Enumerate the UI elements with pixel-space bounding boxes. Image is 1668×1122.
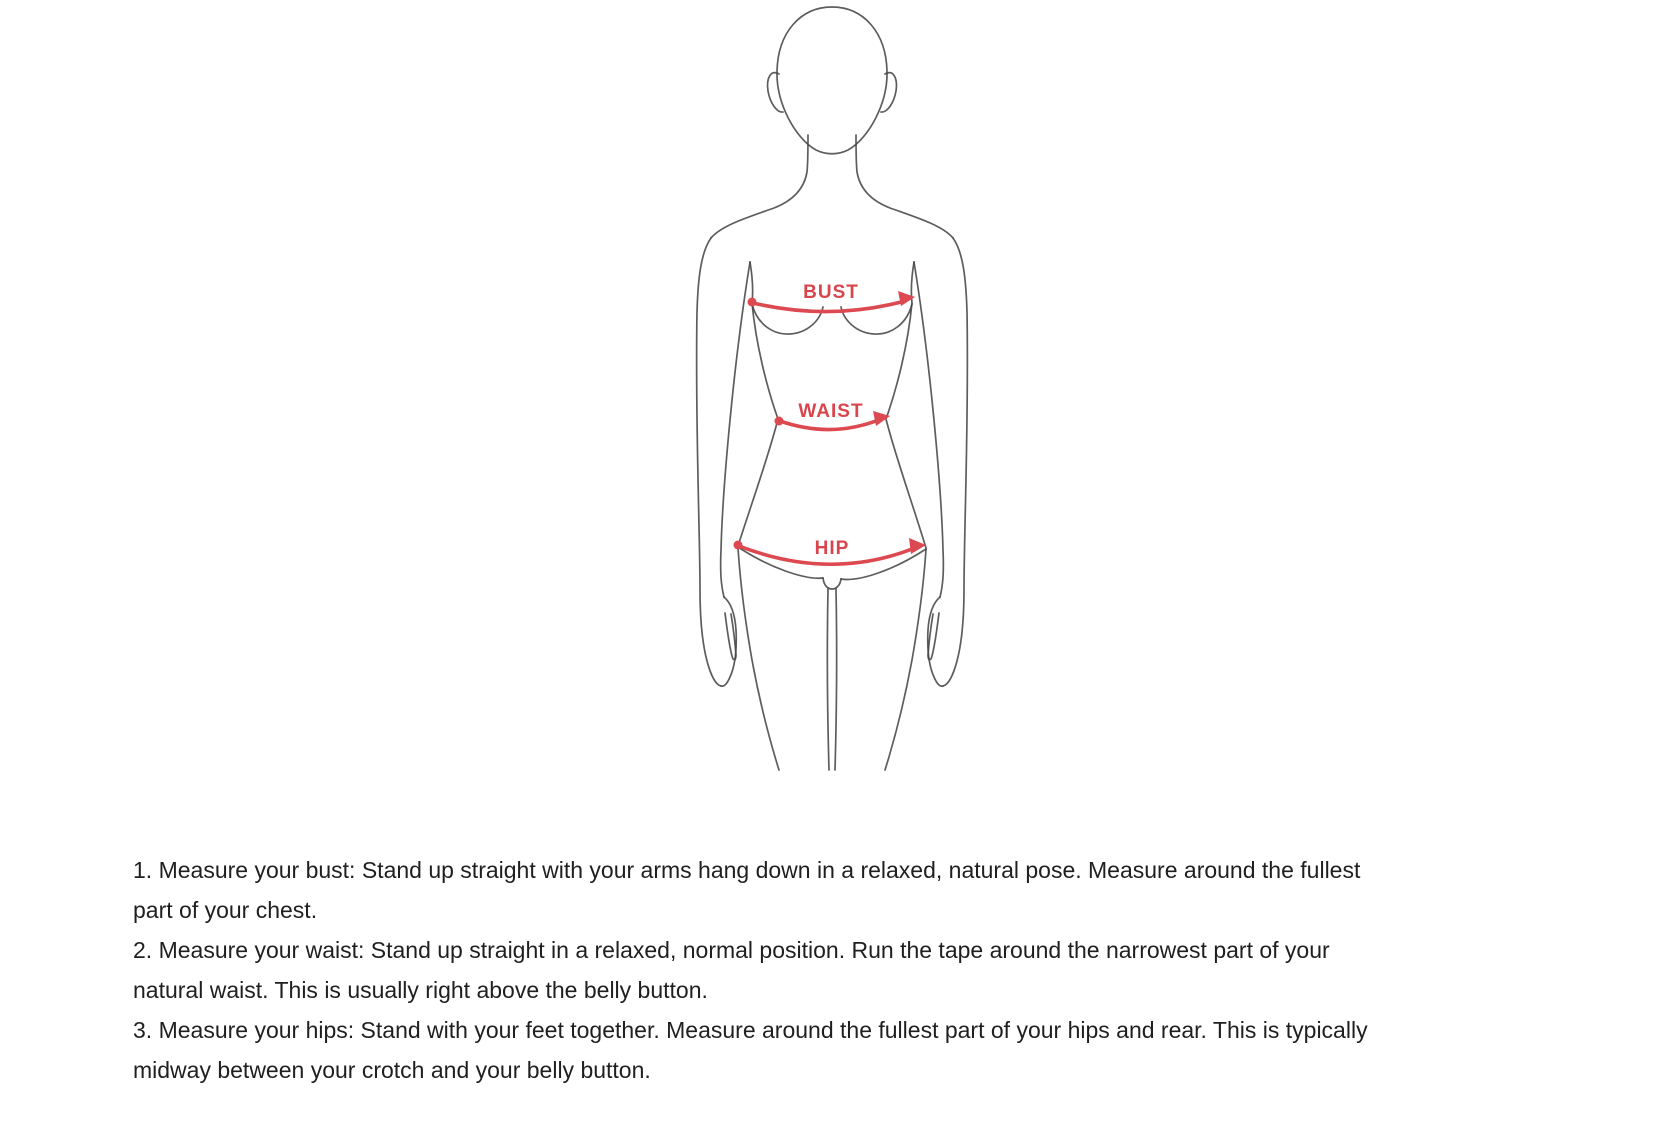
body-outline [697, 7, 968, 770]
figure-right-arm-outer [943, 238, 967, 686]
figure-right-leg-outer [885, 549, 926, 770]
figure-left-neck-shoulder [711, 135, 808, 238]
instruction-line: midway between your crotch and your belly button. [133, 1057, 651, 1083]
figure-right-neck-shoulder [856, 135, 953, 238]
instruction-line: part of your chest. [133, 897, 318, 923]
bust-label: BUST [803, 282, 859, 303]
figure-crotch [823, 578, 841, 589]
instruction-line: natural waist. This is usually right above the belly button. [133, 977, 708, 1003]
instruction-line: 2. Measure your waist: Stand up straight in a relaxed, normal position. Run the tape around the narrowest part of your [133, 937, 1330, 963]
figure-right-leg-inner [835, 589, 837, 770]
figure-left-leg-inner [827, 589, 829, 770]
measuring-instructions [133, 850, 1553, 1090]
figure-left-arm-outer [697, 238, 721, 686]
instruction-line: 1. Measure your bust: Stand up straight with your arms hang down in a relaxed, natural pose. Measure around the fullest [133, 857, 1361, 883]
figure-left-ear [768, 73, 783, 112]
figure-left-leg-outer [738, 547, 779, 770]
hip-label: HIP [814, 538, 850, 559]
instruction-line: 3. Measure your hips: Stand with your feet together. Measure around the fullest part of your hips and rear. This is typically [133, 1017, 1368, 1043]
figure-right-ear [881, 73, 896, 112]
figure-head [777, 7, 887, 154]
waist-label: WAIST [798, 401, 864, 422]
